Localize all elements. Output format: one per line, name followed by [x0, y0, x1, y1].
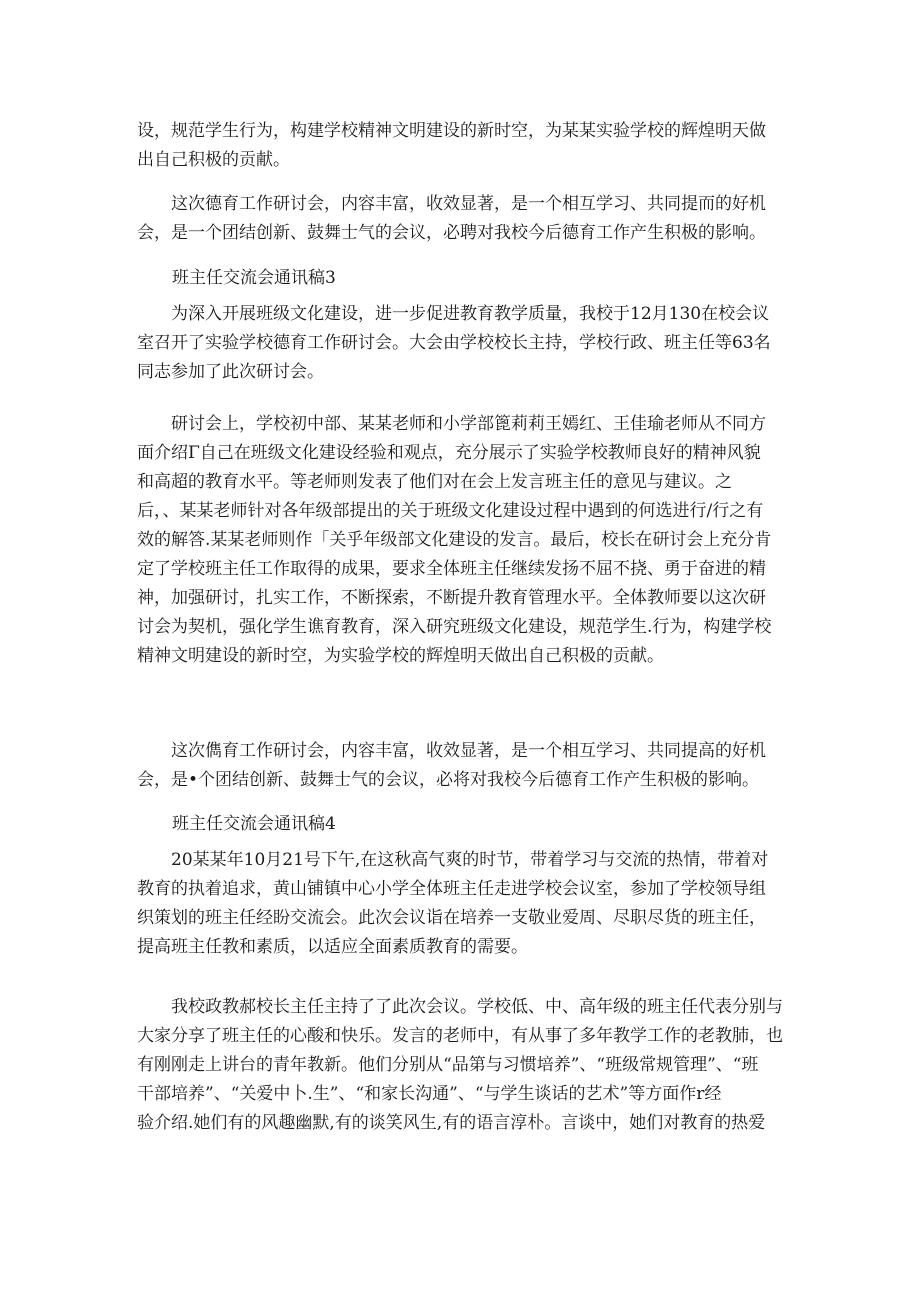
text-line: 大家分享了班主任的心酸和快乐。发言的老师中，有从事了多年教学工作的老教肺，也 — [137, 1026, 783, 1046]
text-line: 后，、某某老师针对各年级部提出的关于班级文化建设过程中遇到的何选进行/行之有 — [137, 501, 764, 521]
paragraph-3 — [137, 300, 777, 387]
text-line: 织策划的班主任经盼交流会。此次会议诣在培养一支敬业爱周、尽职尽货的班主任， — [137, 908, 766, 928]
text-line: 有刚刚走上讲台的青年教新。他们分别从“品第与习惯培养”、“班级常规管理”、“班 — [137, 1055, 759, 1075]
paragraph-2 — [137, 190, 777, 248]
text-line: 定了学校班主任工作取得的成果，要求全体班主任继续发扬不屈不挠、勇于奋进的精 — [137, 559, 766, 579]
text-line: 精神文明建设的新时空，为实验学校的辉煌明天做出自己积极的贡献。 — [137, 646, 664, 666]
text-line: 出自己积极的贡献。 — [137, 150, 290, 170]
text-line: 教育的执着追求，黄山铺镇中心小学全体班主任走进学校会议室，参加了学校领导组 — [137, 879, 766, 899]
section-heading-3: 班主任交流会通讯稿3 — [172, 268, 336, 288]
text-line: 这次儁育工作研讨会，内容丰富，收效显著，是一个相互学习、共同提高的好机 — [137, 741, 766, 761]
text-line: 干部培养”、“关爱中卜.生”、“和家长沟通”、“与学生谈话的艺术”等方面作r经 — [137, 1084, 722, 1104]
text-line: 神，加强研讨，扎实工作，不断探索，不断提升教育管理水平。全体教师要以这次研 — [137, 588, 766, 608]
text-line: 会，是•个团结创新、鼓舞士气的会议，必将对我校今后德育工作产生积极的影响。 — [137, 770, 760, 790]
text-line: 和高超的教育水平。等老师则发表了他们对在会上发言班主任的意见与建议。之 — [137, 472, 732, 492]
paragraph-6 — [137, 846, 777, 962]
text-line: 研讨会上，学校初中部、某某老师和小学部篦莉莉王嫣红、王佳瑜老师从不同方 — [137, 414, 766, 434]
text-line: 效的解答.某某老师则作「关乎年级部文化建设的发言。最后，校长在研讨会上充分肯 — [137, 530, 772, 550]
section-heading-4: 班主任交流会通讯稿4 — [172, 814, 336, 834]
paragraph-1 — [137, 117, 777, 175]
text-line: 我校政教郝校长主任主持了了此次会议。学校低、中、高年级的班主任代表分别与 — [137, 997, 783, 1017]
text-line: 室召开了实验学校德育工作研讨会。大会由学校校长主持，学校行政、班主任等63名 — [137, 333, 771, 353]
text-line: 面介绍Γ自己在班级文化建设经验和观点，充分展示了实验学校教师良好的精神风貌 — [137, 443, 761, 463]
text-line: 20某某年10月21号下午,在这秋高气爽的时节，带着学习与交流的热情，带着对 — [137, 850, 769, 870]
text-line: 会，是一个团结创新、鼓舞士气的会议，必聘对我校今后德育工作产生积极的影响。 — [137, 223, 766, 243]
text-line: 设，规范学生行为，构建学校精神文明建设的新时空，为某某实验学校的辉煌明天做 — [137, 121, 766, 141]
text-line: 同志参加了此次研讨会。 — [137, 362, 324, 382]
paragraph-4 — [137, 410, 777, 671]
text-line: 这次德育工作研讨会，内容丰富，收效显著，是一个相互学习、共同提而的好机 — [137, 194, 766, 214]
paragraph-5 — [137, 737, 777, 795]
paragraph-7 — [137, 993, 783, 1138]
text-line: 讨会为契机，强化学生谯育教育，深入研究班级文化建设，规范学生.行为，构建学校 — [137, 617, 772, 637]
text-line: 验介绍.她们有的风趣幽默,有的谈笑风生,有的语言淳朴。言谈中，她们对教育的热爱 — [137, 1113, 766, 1133]
text-line: 提高班主任教和素质，以适应全面素质教育的需要。 — [137, 937, 528, 957]
text-line: 为深入开展班级文化建设，进一步促进教育教学质量，我校于12月130在校会议 — [137, 304, 770, 324]
